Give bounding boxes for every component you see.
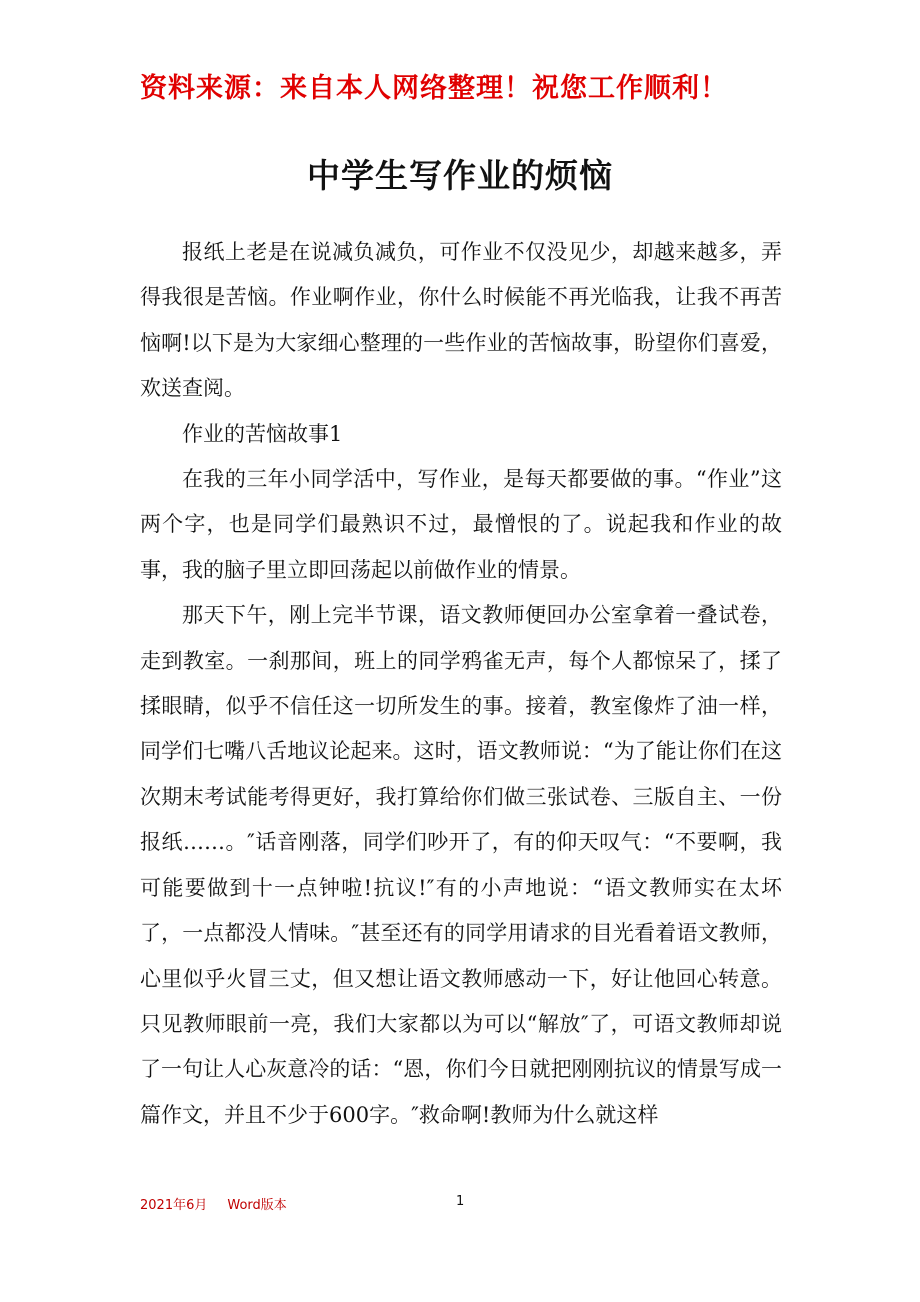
footer-meta — [140, 1194, 287, 1213]
paragraph-story-1: 在我的三年小同学活中，写作业，是每天都要做的事。“作业”这两个字，也是同学们最熟识不过，最憎恨的了。说起我和作业的故事，我的脑子里立即回荡起以前做作业的情景。 — [140, 467, 782, 582]
footer-date: 2021年6月 — [140, 1198, 208, 1213]
footer-version: Word版本 — [227, 1198, 287, 1213]
footer-page-number: 1 — [456, 1194, 465, 1209]
document-body — [140, 230, 782, 1138]
document-title: 中学生写作业的烦恼 — [307, 156, 613, 195]
paragraph-story-heading: 作业的苦恼故事1 — [182, 421, 343, 446]
paragraph-intro: 报纸上老是在说减负减负，可作业不仅没见少，却越来越多，弄得我很是苦恼。作业啊作业，你什么时候能不再光临我，让我不再苦恼啊!以下是为大家细心整理的一些作业的苦恼故事，盼望你们喜爱，欢送查阅。 — [140, 240, 782, 401]
paragraph-story-2: 那天下午，刚上完半节课，语文教师便回办公室拿着一叠试卷，走到教室。一刹那间，班上的同学鸦雀无声，每个人都惊呆了，揉了揉眼睛，似乎不信任这一切所发生的事。接着，教室像炸了油一样，同学们七嘴八舌地议论起来。这时，语文教师说：“为了能让你们在这次期末考试能考得更好，我打算给你们做三张试卷、三版自主、一份报纸……。″话音刚落，同学们吵开了，有的仰天叹气：“不要啊，我可能要做到十一点钟啦!抗议!″有的小声地说：“语文教师实在太坏了，一点都没人情味。″甚至还有的同学用请求的目光看着语文教师，心里似乎火冒三丈，但又想让语文教师感动一下，好让他回心转意。只见教师眼前一亮，我们大家都以为可以“解放″了，可语文教师却说了一句让人心灰意冷的话：“恩，你们今日就把刚刚抗议的情景写成一篇作文，并且不少于600字。″救命啊!教师为什么就这样 — [140, 603, 782, 1127]
source-banner: 资料来源：来自本人网络整理！祝您工作顺利！ — [140, 73, 728, 104]
